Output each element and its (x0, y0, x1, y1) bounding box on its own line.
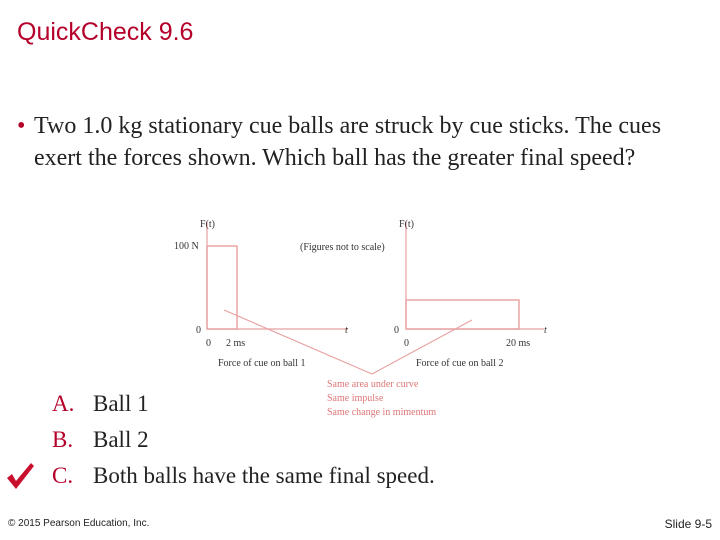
answer-a-letter: A. (52, 391, 75, 416)
left-zero-y: 0 (196, 325, 201, 336)
answer-b-text: Ball 2 (93, 427, 149, 452)
left-caption: Force of cue on ball 1 (218, 358, 306, 369)
left-force-pulse (207, 246, 237, 329)
right-zero-x: 0 (404, 338, 409, 349)
scale-note: (Figures not to scale) (300, 242, 385, 253)
slide-title: QuickCheck 9.6 (17, 18, 194, 46)
answer-c-letter: C. (52, 463, 74, 488)
left-ylabel: F(t) (200, 219, 215, 230)
right-zero-y: 0 (394, 325, 399, 336)
right-tick-label: 20 ms (506, 338, 531, 349)
answer-a[interactable] (52, 390, 435, 426)
answer-c[interactable] (52, 462, 435, 498)
question-text: Two 1.0 kg stationary cue balls are struck by cue sticks. The cues exert the forces shown. Which ball has the greater final speed? (34, 113, 662, 171)
answer-b[interactable] (52, 426, 435, 462)
answer-a-text: Ball 1 (93, 391, 149, 416)
answer-c-text: Both balls have the same final speed. (93, 463, 435, 488)
slide-number: Slide 9-5 (664, 517, 712, 531)
right-t-label: t (544, 325, 547, 336)
left-zero-x: 0 (206, 338, 211, 349)
right-ylabel: F(t) (399, 219, 414, 230)
annotation-area: Same area under curve (327, 379, 419, 390)
annotation-impulse: Same impulse (327, 393, 384, 404)
checkmark-icon (4, 461, 36, 491)
answer-b-letter: B. (52, 427, 74, 452)
copyright-footer: © 2015 Pearson Education, Inc. (8, 518, 150, 529)
answer-list (52, 390, 435, 498)
peak-label: 100 N (174, 241, 199, 252)
right-caption: Force of cue on ball 2 (416, 358, 504, 369)
bullet-dot: • (17, 113, 26, 139)
left-tick-label: 2 ms (226, 338, 246, 349)
annotation-momentum: Same change in mimentum (327, 407, 437, 418)
question-bullet (17, 110, 687, 174)
left-t-label: t (345, 325, 348, 336)
